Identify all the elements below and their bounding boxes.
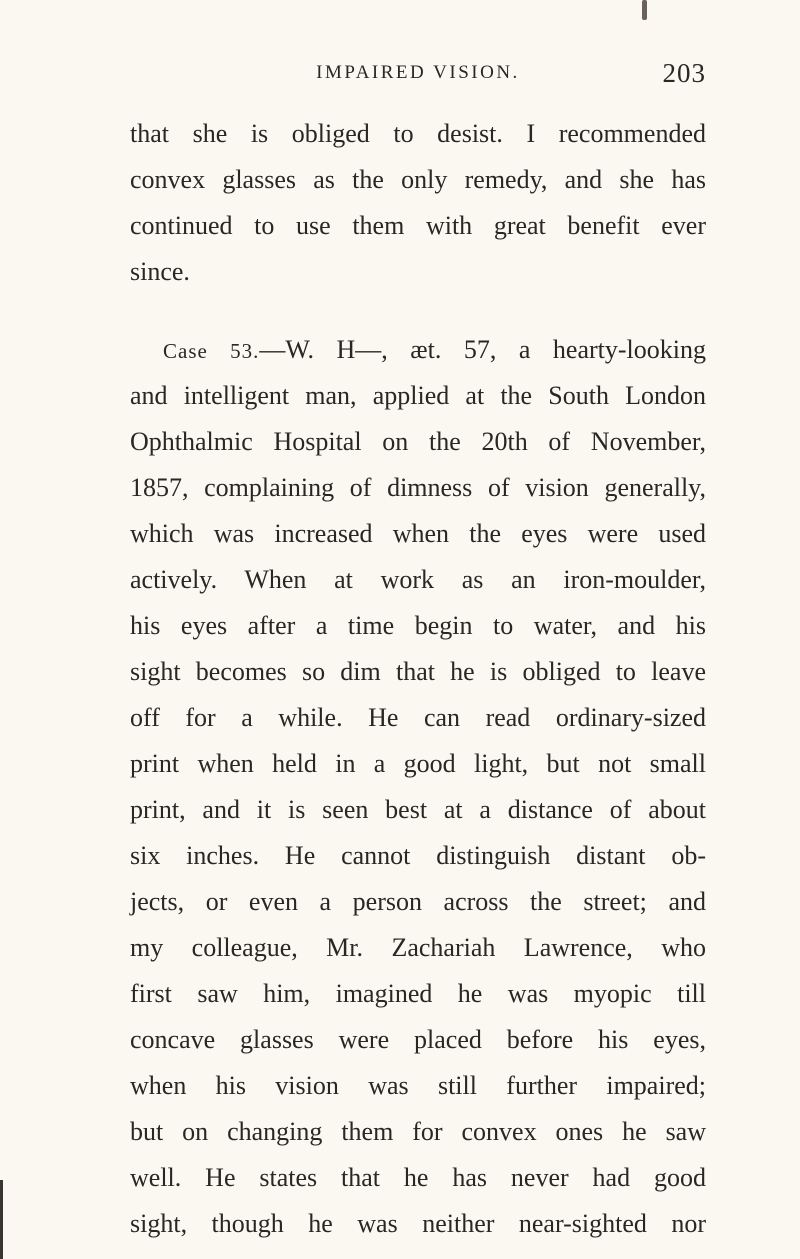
case-opening-line — [163, 333, 706, 368]
text-line: continued to use them with great benefit ever — [130, 211, 706, 240]
case-opening-text: —W. H—, æt. 57, a hearty-looking — [259, 335, 706, 364]
text-line: jects, or even a person across the street; and — [130, 887, 706, 916]
binding-shadow — [0, 1180, 3, 1259]
text-line: well. He states that he has never had good — [130, 1163, 706, 1192]
text-line: print when held in a good light, but not small — [130, 749, 706, 778]
text-line: six inches. He cannot distinguish distant ob- — [130, 841, 706, 870]
text-line: that she is obliged to desist. I recommended — [130, 119, 706, 148]
text-line: convex glasses as the only remedy, and she has — [130, 165, 706, 194]
text-line: since. — [130, 257, 190, 286]
text-line: but on changing them for convex ones he saw — [130, 1117, 706, 1146]
case-label: Case 53. — [163, 339, 260, 363]
text-line: actively. When at work as an iron-moulder, — [130, 565, 706, 594]
text-line: which was increased when the eyes were used — [130, 519, 706, 548]
text-line: concave glasses were placed before his eyes, — [130, 1025, 706, 1054]
text-line: print, and it is seen best at a distance of about — [130, 795, 706, 824]
running-head — [130, 58, 706, 98]
text-line: Ophthalmic Hospital on the 20th of November, — [130, 427, 706, 456]
text-line: his eyes after a time begin to water, and his — [130, 611, 706, 640]
text-line: when his vision was still further impaired; — [130, 1071, 706, 1100]
page-edge-mark — [642, 0, 647, 20]
text-line: off for a while. He can read ordinary-sized — [130, 703, 706, 732]
text-line: first saw him, imagined he was myopic till — [130, 979, 706, 1008]
text-line: my colleague, Mr. Zachariah Lawrence, who — [130, 933, 706, 962]
page-number: 203 — [662, 58, 706, 88]
text-line: sight becomes so dim that he is obliged to leave — [130, 657, 706, 686]
text-line: sight, though he was neither near-sighted nor — [130, 1209, 706, 1238]
text-line: 1857, complaining of dimness of vision generally, — [130, 473, 706, 502]
running-title: IMPAIRED VISION. — [316, 62, 520, 83]
text-line: and intelligent man, applied at the South London — [130, 381, 706, 410]
